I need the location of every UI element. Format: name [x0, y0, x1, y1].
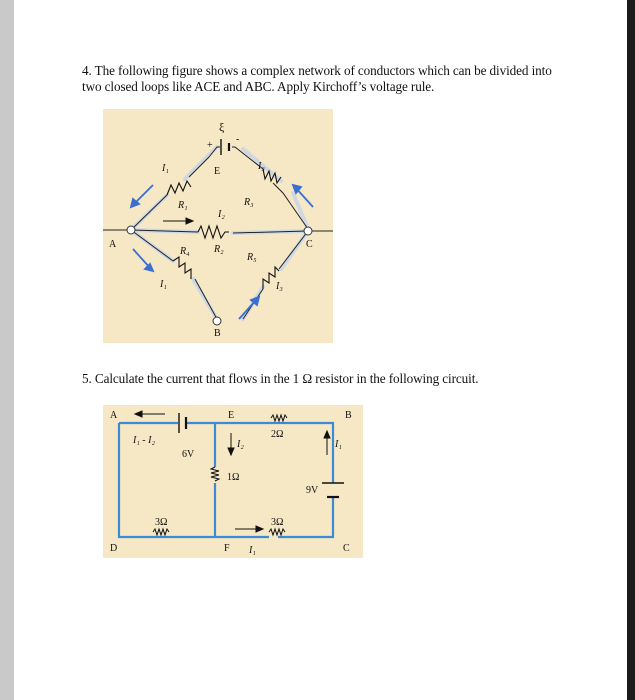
- node-b-label-2: B: [345, 410, 352, 421]
- current-i3-top: I₃: [258, 161, 265, 172]
- emf-label: ξ: [219, 120, 225, 134]
- figure-1-bridge-circuit: [103, 109, 333, 343]
- node-c-label-2: C: [343, 543, 350, 554]
- current-i2: I₂: [218, 209, 225, 220]
- node-a-label: A: [109, 239, 117, 250]
- document-page: [14, 0, 627, 700]
- node-d-label-2: D: [110, 543, 118, 554]
- figure-2-two-loop-circuit: [103, 405, 363, 558]
- battery-minus: -: [236, 134, 240, 145]
- current-i1-top: I₁: [162, 163, 169, 174]
- resistor-r5-label: R₅: [247, 252, 257, 263]
- current-i1-bottom-2: I₁: [249, 545, 256, 556]
- question-5-text: 5. Calculate the current that flows in the 1 Ω resistor in the following circuit.: [82, 371, 479, 386]
- node-c-label: C: [306, 239, 313, 250]
- resistor-3ohm-right-label: 3Ω: [271, 517, 284, 528]
- question-4-text: 4. The following figure shows a complex network of conductors which can be divided into two closed loops like ACE and ABC. Apply Kirchoff’s voltage rule.: [82, 63, 552, 94]
- resistor-r1-label: R₁: [178, 200, 188, 211]
- resistor-1ohm-label: 1Ω: [227, 472, 240, 483]
- resistor-r4-label: R₄: [180, 246, 190, 257]
- page-edge-right: [627, 0, 635, 700]
- node-e-label-2: E: [228, 410, 235, 421]
- resistor-3ohm-left-label: 3Ω: [155, 517, 168, 528]
- node-b: [213, 317, 221, 325]
- resistor-2ohm-label: 2Ω: [271, 429, 284, 440]
- battery-plus: +: [207, 140, 213, 151]
- current-i2-2: I₂: [237, 439, 244, 450]
- node-e-label: E: [214, 166, 221, 177]
- node-a: [127, 226, 135, 234]
- page-edge-left: [0, 0, 14, 700]
- resistor-r3-label: R₃: [244, 197, 254, 208]
- current-i3-bottom: I₃: [276, 281, 283, 292]
- current-i1-minus-i2: I₁ - I₂: [133, 435, 155, 446]
- current-i1-right: I₁: [335, 439, 342, 450]
- node-f-label-2: F: [224, 543, 230, 554]
- node-c: [304, 227, 312, 235]
- resistor-r2-label: R₂: [214, 244, 224, 255]
- node-b-label: B: [214, 328, 221, 339]
- source-6v-label: 6V: [182, 449, 195, 460]
- source-9v-label: 9V: [306, 485, 319, 496]
- node-a-label-2: A: [110, 410, 118, 421]
- current-i1-bottom: I₁: [160, 279, 167, 290]
